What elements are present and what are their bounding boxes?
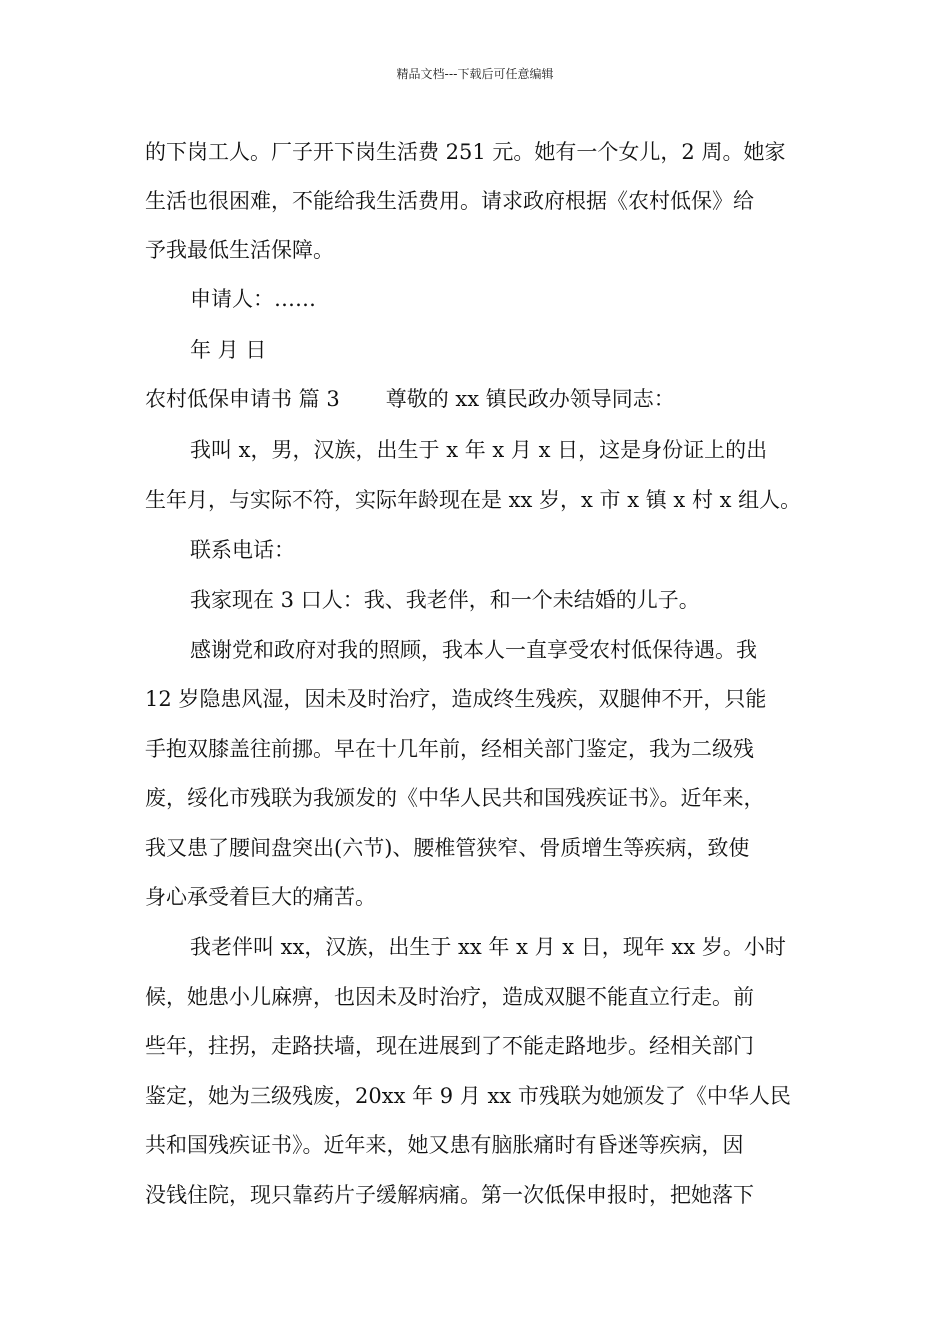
document-header: 精品文档---下载后可任意编辑 — [396, 67, 554, 81]
paragraph-line: 生活也很困难，不能给我生活费用。请求政府根据《农村低保》给 — [145, 189, 754, 213]
applicant-line: 申请人：…… — [190, 287, 316, 311]
paragraph-line: 些年，拄拐，走路扶墙，现在进展到了不能走路地步。经相关部门 — [145, 1034, 754, 1058]
paragraph-line: 我老伴叫 xx，汉族，出生于 xx 年 x 月 x 日，现年 xx 岁。小时 — [190, 935, 786, 959]
paragraph-line: 身心承受着巨大的痛苦。 — [145, 885, 376, 909]
paragraph-line: 候，她患小儿麻痹，也因未及时治疗，造成双腿不能直立行走。前 — [145, 985, 754, 1009]
paragraph-line: 没钱住院，现只靠药片子缓解病痛。第一次低保申报时，把她落下 — [145, 1183, 754, 1207]
paragraph-line: 予我最低生活保障。 — [145, 238, 334, 262]
section-title: 农村低保申请书 篇 3 — [145, 387, 340, 411]
paragraph-line: 我又患了腰间盘突出(六节)、腰椎管狭窄、骨质增生等疾病，致使 — [145, 836, 750, 860]
paragraph-line: 废，绥化市残联为我颁发的《中华人民共和国残疾证书》。近年来， — [145, 786, 765, 810]
contact-phone-line: 联系电话： — [190, 538, 295, 562]
section-salutation: 尊敬的 xx 镇民政办领导同志： — [385, 387, 675, 411]
paragraph-line: 12 岁隐患风湿，因未及时治疗，造成终生残疾，双腿伸不开，只能 — [145, 687, 767, 711]
paragraph-line: 我家现在 3 口人：我、我老伴，和一个未结婚的儿子。 — [190, 588, 700, 612]
paragraph-line: 鉴定，她为三级残废，20xx 年 9 月 xx 市残联为她颁发了《中华人民 — [145, 1084, 791, 1108]
paragraph-line: 的下岗工人。厂子开下岗生活费 251 元。她有一个女儿，2 周。她家 — [145, 140, 786, 164]
date-line: 年 月 日 — [190, 338, 267, 362]
paragraph-line: 生年月，与实际不符，实际年龄现在是 xx 岁，x 市 x 镇 x 村 x 组人。 — [145, 488, 802, 512]
paragraph-line: 我叫 x，男，汉族，出生于 x 年 x 月 x 日，这是身份证上的出 — [190, 438, 768, 462]
paragraph-line: 感谢党和政府对我的照顾，我本人一直享受农村低保待遇。我 — [190, 638, 757, 662]
paragraph-line: 手抱双膝盖往前挪。早在十几年前，经相关部门鉴定，我为二级残 — [145, 737, 754, 761]
section-heading — [145, 385, 810, 413]
paragraph-line: 共和国残疾证书》。近年来，她又患有脑胀痛时有昏迷等疾病，因 — [145, 1133, 744, 1157]
